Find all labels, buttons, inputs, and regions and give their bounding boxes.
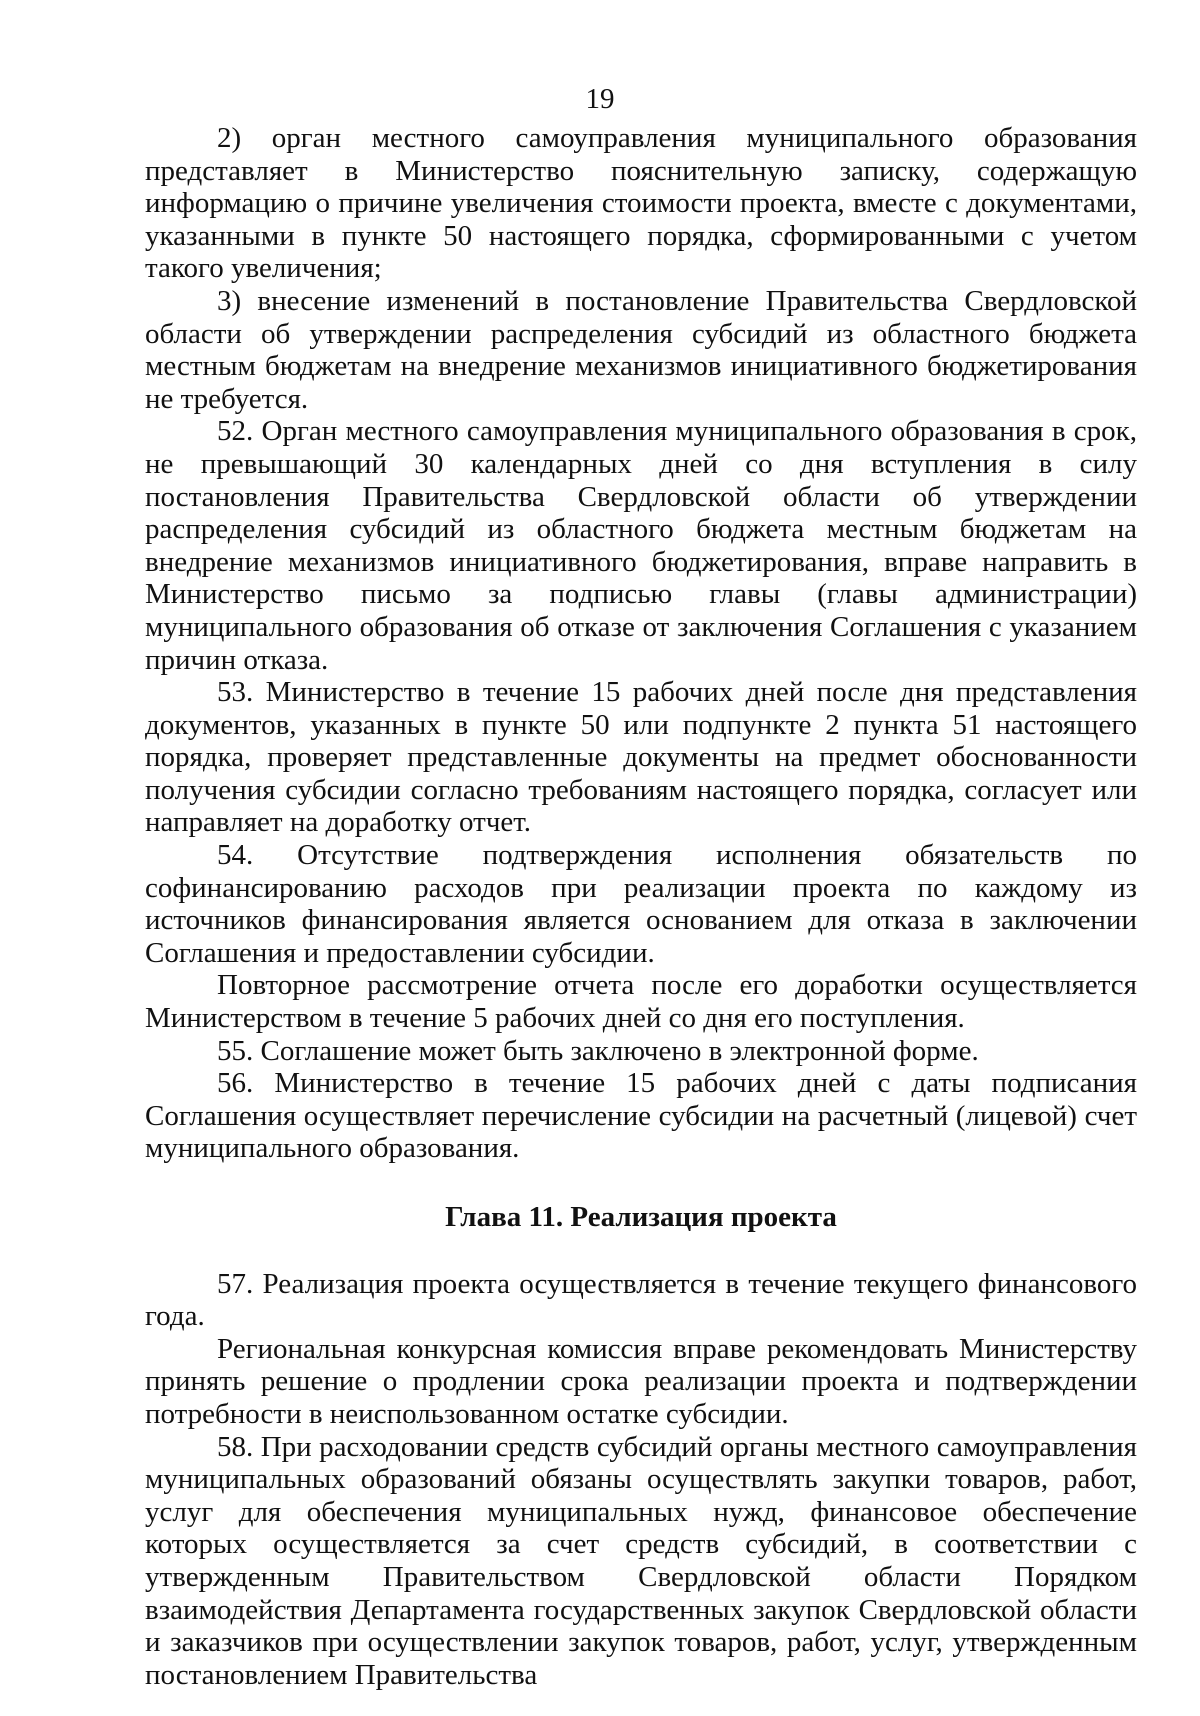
paragraph-clause-55: 55. Соглашение может быть заключено в электронной форме.: [217, 1034, 979, 1067]
document-body: [145, 122, 1137, 1691]
paragraph-subitem-2: 2) орган местного самоуправления муниципального образования представляет в Министерство пояснительную записку, содержащую информацию о причине увеличения стоимости проекта, вместе с документами, указанными в пункте 50 настоящего порядка, сформированными с учетом такого увеличения;: [145, 122, 1137, 285]
paragraph-clause-57-continuation: Региональная конкурсная комиссия вправе рекомендовать Министерству принять решение о продлении срока реализации проекта и подтверждении потребности в неиспользованном остатке субсидии.: [145, 1332, 1137, 1430]
paragraph-clause-58: 58. При расходовании средств субсидий органы местного самоуправления муниципальных образований обязаны осуществлять закупки товаров, работ, услуг для обеспечения муниципальных нужд, финансовое обеспечение которых осуществляется за счет средств субсидий, в соответствии с утвержденным Правительством Свердловской области Порядком взаимодействия Департамента государственных закупок Свердловской области и заказчиков при осуществлении закупок товаров, работ, услуг, утвержденным постановлением Правительства: [145, 1430, 1137, 1691]
chapter-heading: Глава 11. Реализация проекта: [445, 1201, 837, 1233]
paragraph-clause-52: 52. Орган местного самоуправления муниципального образования в срок, не превышающий 30 календарных дней со дня вступления в силу постановления Правительства Свердловской области об утверждении распределения субсидий из областного бюджета местным бюджетам на внедрение механизмов инициативного бюджетирования, вправе направить в Министерство письмо за подписью главы (главы администрации) муниципального образования об отказе от заключения Соглашения с указанием причин отказа.: [145, 415, 1137, 676]
paragraph-clause-53: 53. Министерство в течение 15 рабочих дней после дня представления документов, указанных в пункте 50 или подпункте 2 пункта 51 настоящего порядка, проверяет представленные документы на предмет обоснованности получения субсидии согласно требованиям настоящего порядка, согласует или направляет на доработку отчет.: [145, 676, 1137, 839]
paragraph-clause-54: 54. Отсутствие подтверждения исполнения обязательств по софинансированию расходов при реализации проекта по каждому из источников финансирования является основанием для отказа в заключении Соглашения и предоставлении субсидии.: [145, 839, 1137, 969]
paragraph-clause-56: 56. Министерство в течение 15 рабочих дней с даты подписания Соглашения осуществляет перечисление субсидии на расчетный (лицевой) счет муниципального образования.: [145, 1067, 1137, 1165]
paragraph-clause-54-continuation: Повторное рассмотрение отчета после его доработки осуществляется Министерством в течение 5 рабочих дней со дня его поступления.: [145, 969, 1137, 1035]
paragraph-subitem-3: 3) внесение изменений в постановление Правительства Свердловской области об утверждении распределения субсидий из областного бюджета местным бюджетам на внедрение механизмов инициативного бюджетирования не требуется.: [145, 284, 1137, 415]
paragraph-clause-57: 57. Реализация проекта осуществляется в течение текущего финансового года.: [145, 1267, 1137, 1333]
page-number: 19: [585, 83, 615, 115]
